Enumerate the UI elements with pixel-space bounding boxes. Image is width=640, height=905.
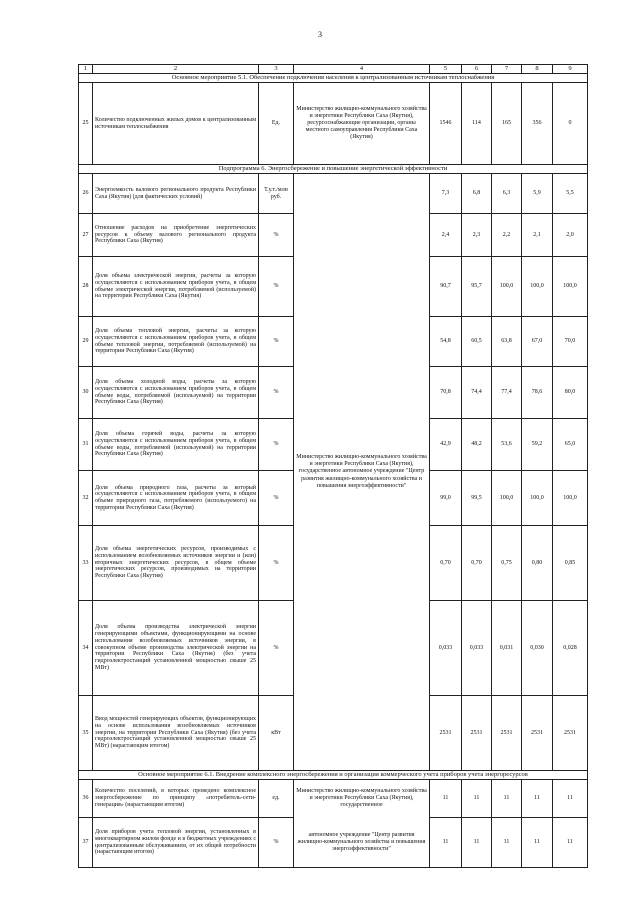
unit-cell: Ед. xyxy=(259,83,294,165)
indicator-name: Доля объема горячей воды, расчеты за которую осуществляются с использованием приборов учета, в общем объеме воды, потребляемой (используемой) на территории Республики Саха (Якутия) xyxy=(93,419,259,471)
value-cell: 0,85 xyxy=(553,526,588,601)
value-cell: 65,0 xyxy=(553,419,588,471)
value-cell: 0,031 xyxy=(492,601,522,696)
value-cell: 0,70 xyxy=(462,526,492,601)
value-cell: 2,2 xyxy=(492,214,522,257)
section-header-row xyxy=(79,771,588,780)
value-cell: 74,4 xyxy=(462,367,492,419)
value-cell: 7,3 xyxy=(430,174,462,214)
row-number: 29 xyxy=(79,317,93,367)
value-cell: 11 xyxy=(492,818,522,868)
value-cell: 100,0 xyxy=(522,257,553,317)
unit-cell: кВт xyxy=(259,696,294,771)
unit-cell: % xyxy=(259,601,294,696)
table-row xyxy=(79,818,588,868)
value-cell: 11 xyxy=(462,780,492,818)
value-cell: 165 xyxy=(492,83,522,165)
value-cell: 48,2 xyxy=(462,419,492,471)
value-cell: 2,4 xyxy=(430,214,462,257)
row-number: 28 xyxy=(79,257,93,317)
indicator-name: Доля объема холодной воды, расчеты за которую осуществляются с использованием приборов учета, в общем объеме воды, потребляемой (используемой) на территории Республики Саха (Якутия) xyxy=(93,367,259,419)
value-cell: 11 xyxy=(430,780,462,818)
column-number: 1 xyxy=(79,65,93,74)
indicator-name: Отношение расходов на приобретение энергетических ресурсов к объему валового регионального продукта Республики Саха (Якутия) xyxy=(93,214,259,257)
value-cell: 0,80 xyxy=(522,526,553,601)
unit-cell: % xyxy=(259,367,294,419)
value-cell: 0,033 xyxy=(430,601,462,696)
unit-cell: % xyxy=(259,214,294,257)
row-number: 36 xyxy=(79,780,93,818)
row-number: 26 xyxy=(79,174,93,214)
row-number: 34 xyxy=(79,601,93,696)
indicator-name: Доля объема тепловой энергии, расчеты за которую осуществляются с использованием приборов учета, в общем объеме тепловой энергии, потребляемой (используемой) на территории Республики Саха (Якутия) xyxy=(93,317,259,367)
value-cell: 0,75 xyxy=(492,526,522,601)
value-cell: 100,0 xyxy=(492,471,522,526)
value-cell: 5,9 xyxy=(522,174,553,214)
value-cell: 0,030 xyxy=(522,601,553,696)
value-cell: 2531 xyxy=(462,696,492,771)
column-number: 3 xyxy=(259,65,294,74)
indicator-name: Доля объема электрической энергии, расчеты за которую осуществляются с использованием приборов учета, в общем объеме электрической энергии, потребляемой (используемой) на территории Республики Саха (Якутия) xyxy=(93,257,259,317)
page-number: 3 xyxy=(318,30,322,39)
value-cell: 99,0 xyxy=(430,471,462,526)
indicator-name: Доля объема энергетических ресурсов, производимых с использованием возобновляемых источников энергии и (или) вторичных энергетических ресурсов, в общем объеме энергетических ресурсов, производимых на территории Республики Саха (Якутия) xyxy=(93,526,259,601)
value-cell: 2531 xyxy=(492,696,522,771)
indicator-name: Количество подключенных жилых домов к централизованным источникам теплоснабжения xyxy=(93,83,259,165)
column-number: 2 xyxy=(93,65,259,74)
value-cell: 60,5 xyxy=(462,317,492,367)
unit-cell: % xyxy=(259,471,294,526)
indicator-name: Доля объема производства электрической энергии генерирующими объектами, функционирующими на основе использования возобновляемых источников энергии, в совокупном объеме производства электрической энергии на территории Республики Саха (Якутия) (без учета гидроэлектростанций установленной мощностью свыше 25 МВт) xyxy=(93,601,259,696)
value-cell: 114 xyxy=(462,83,492,165)
indicators-table xyxy=(78,64,588,868)
column-number: 8 xyxy=(522,65,553,74)
indicator-name: Доля объема природного газа, расчеты за который осуществляются с использованием приборов учета, в общем объеме природного газа, потребляемого (используемого) на территории Республики Саха (Якутия) xyxy=(93,471,259,526)
value-cell: 70,8 xyxy=(430,367,462,419)
row-number: 27 xyxy=(79,214,93,257)
responsible-cell: Министерство жилищно-коммунального хозяйства и энергетики Республики Саха (Якутия), государственное автономное учреждение "Центр развития жилищно-коммунального хозяйства и повышения энергоэффективности" xyxy=(294,174,430,771)
unit-cell: % xyxy=(259,419,294,471)
value-cell: 42,9 xyxy=(430,419,462,471)
value-cell: 53,6 xyxy=(492,419,522,471)
value-cell: 6,8 xyxy=(462,174,492,214)
responsible-cell: автономное учреждение "Центр развития жилищно-коммунального хозяйства и повышения энергоэффективности" xyxy=(294,818,430,868)
unit-cell: Т.у.т./млн руб. xyxy=(259,174,294,214)
value-cell: 90,7 xyxy=(430,257,462,317)
value-cell: 100,0 xyxy=(553,257,588,317)
column-number: 5 xyxy=(430,65,462,74)
value-cell: 99,5 xyxy=(462,471,492,526)
value-cell: 0,033 xyxy=(462,601,492,696)
value-cell: 59,2 xyxy=(522,419,553,471)
column-number: 6 xyxy=(462,65,492,74)
value-cell: 2531 xyxy=(430,696,462,771)
value-cell: 0,70 xyxy=(430,526,462,601)
section-title: Основное мероприятие 5.1. Обеспечение подключения населения к централизованным источникам теплоснабжения xyxy=(79,74,588,83)
table-row xyxy=(79,83,588,165)
unit-cell: % xyxy=(259,818,294,868)
row-number: 31 xyxy=(79,419,93,471)
column-number: 9 xyxy=(553,65,588,74)
value-cell: 11 xyxy=(522,818,553,868)
column-number-row xyxy=(79,65,588,74)
row-number: 32 xyxy=(79,471,93,526)
value-cell: 11 xyxy=(553,818,588,868)
section-title: Подпрограмма 6. Энергосбережение и повышение энергетической эффективности xyxy=(79,165,588,174)
value-cell: 54,8 xyxy=(430,317,462,367)
value-cell: 6,3 xyxy=(492,174,522,214)
value-cell: 11 xyxy=(462,818,492,868)
indicators-table-frame xyxy=(78,64,587,885)
value-cell: 70,0 xyxy=(553,317,588,367)
value-cell: 1546 xyxy=(430,83,462,165)
indicator-name: Ввод мощностей генерирующих объектов, функционирующих на основе использования возобновляемых источников энергии, на территории Республики Саха (Якутия) (без учета гидроэлектростанций установленной мощностью свыше 25 МВт) (нарастающим итогом) xyxy=(93,696,259,771)
value-cell: 5,5 xyxy=(553,174,588,214)
column-number: 7 xyxy=(492,65,522,74)
value-cell: 0 xyxy=(553,83,588,165)
indicator-name: Энергоемкость валового регионального продукта Республики Саха (Якутия) (для фактических условий) xyxy=(93,174,259,214)
row-number: 35 xyxy=(79,696,93,771)
value-cell: 95,7 xyxy=(462,257,492,317)
value-cell: 0,028 xyxy=(553,601,588,696)
indicator-name: Доля приборов учета тепловой энергии, установленных в многоквартирном жилом фонде и в бюджетных учреждениях с централизованным обслуживанием, от их общей потребности (нарастающим итогом) xyxy=(93,818,259,868)
value-cell: 100,0 xyxy=(522,471,553,526)
value-cell: 2531 xyxy=(553,696,588,771)
value-cell: 63,8 xyxy=(492,317,522,367)
indicator-name: Количество поселений, в которых проведено комплексное энергосбережение по принципу «потребитель-сети-генерация» (нарастающим итогом) xyxy=(93,780,259,818)
column-number: 4 xyxy=(294,65,430,74)
value-cell: 11 xyxy=(430,818,462,868)
value-cell: 2,3 xyxy=(462,214,492,257)
value-cell: 100,0 xyxy=(553,471,588,526)
value-cell: 2531 xyxy=(522,696,553,771)
value-cell: 11 xyxy=(553,780,588,818)
section-header-row xyxy=(79,74,588,83)
responsible-cell: Министерство жилищно-коммунального хозяйства и энергетики Республики Саха (Якутия), государственное xyxy=(294,780,430,818)
row-number: 30 xyxy=(79,367,93,419)
section-title: Основное мероприятие 6.1. Внедрение комплексного энергосбережения и организация коммерческого учета приборов учета энергоресурсов xyxy=(79,771,588,780)
value-cell: 100,0 xyxy=(492,257,522,317)
value-cell: 67,0 xyxy=(522,317,553,367)
unit-cell: ед. xyxy=(259,780,294,818)
row-number: 37 xyxy=(79,818,93,868)
value-cell: 356 xyxy=(522,83,553,165)
table-row xyxy=(79,174,588,214)
value-cell: 80,0 xyxy=(553,367,588,419)
value-cell: 11 xyxy=(492,780,522,818)
row-number: 25 xyxy=(79,83,93,165)
value-cell: 2,0 xyxy=(553,214,588,257)
responsible-cell: Министерство жилищно-коммунального хозяйства и энергетики Республики Саха (Якутия), ресурсоснабжающие организации, органы местного самоуправления Республики Саха (Якутия) xyxy=(294,83,430,165)
value-cell: 78,6 xyxy=(522,367,553,419)
unit-cell: % xyxy=(259,257,294,317)
value-cell: 77,4 xyxy=(492,367,522,419)
value-cell: 2,1 xyxy=(522,214,553,257)
value-cell: 11 xyxy=(522,780,553,818)
section-header-row xyxy=(79,165,588,174)
row-number: 33 xyxy=(79,526,93,601)
table-row xyxy=(79,780,588,818)
unit-cell: % xyxy=(259,317,294,367)
unit-cell: % xyxy=(259,526,294,601)
